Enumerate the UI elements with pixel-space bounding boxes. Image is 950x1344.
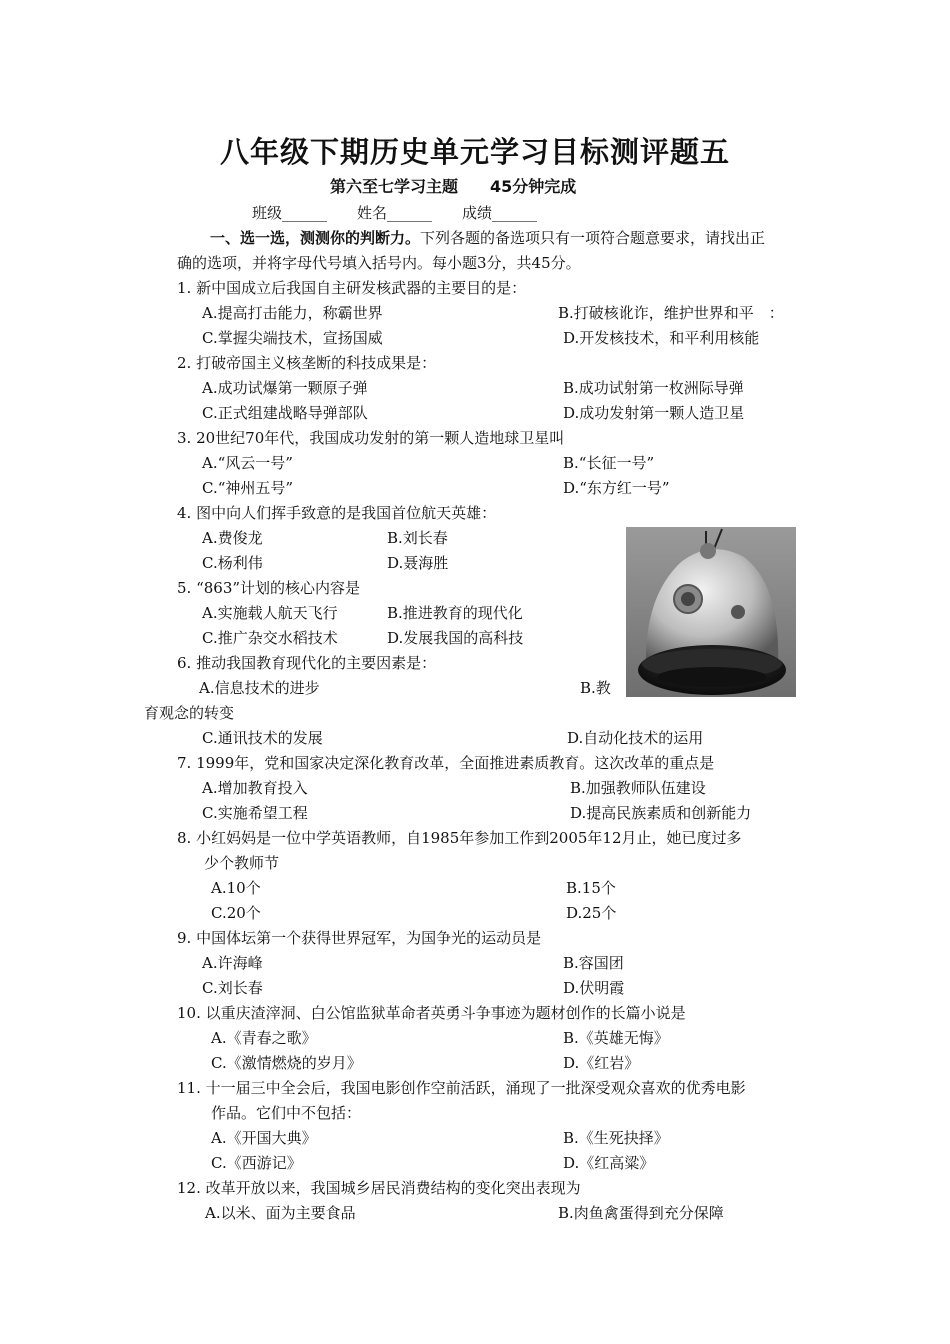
question-stem: 12. 改革开放以来，我国城乡居民消费结构的变化突出表现为	[177, 1179, 581, 1197]
option: D.开发核技术，和平利用核能	[563, 329, 760, 347]
option: A.《青春之歌》	[211, 1029, 317, 1047]
spacecraft-return-capsule-photo-icon	[626, 527, 796, 697]
option: D.伏明霞	[563, 979, 625, 997]
question-stem: 2. 打破帝国主义核垄断的科技成果是：	[177, 354, 437, 372]
question-stem: 11. 十一届三中全会后，我国电影创作空前活跃，涌现了一批深受观众喜欢的优秀电影	[177, 1079, 746, 1097]
option-continuation: 育观念的转变	[144, 704, 235, 722]
option: A.费俊龙	[202, 529, 263, 547]
option: C.《激情燃烧的岁月》	[211, 1054, 362, 1072]
option: B.推进教育的现代化	[387, 604, 523, 622]
option: C.实施希望工程	[202, 804, 308, 822]
option: B.15个	[566, 879, 616, 897]
option: B.加强教师队伍建设	[570, 779, 706, 797]
option: D.提高民族素质和创新能力	[570, 804, 752, 822]
option: D.《红高粱》	[563, 1154, 655, 1172]
section-intro-text: 下列各题的备选项只有一项符合题意要求，请找出正	[420, 229, 766, 247]
option: C.正式组建战略导弹部队	[202, 404, 368, 422]
question-stem: 4. 图中向人们挥手致意的是我国首位航天英雄：	[177, 504, 497, 522]
option: B.《生死抉择》	[563, 1129, 669, 1147]
question-stem: 9. 中国体坛第一个获得世界冠军，为国争光的运动员是	[177, 929, 542, 947]
option: B.成功试射第一枚洲际导弹	[563, 379, 744, 397]
option: B.刘长春	[387, 529, 448, 547]
question-stem: 10. 以重庆渣滓洞、白公馆监狱革命者英勇斗争事迹为题材创作的长篇小说是	[177, 1004, 686, 1022]
option: B.肉鱼禽蛋得到充分保障	[558, 1204, 724, 1222]
option: A.“风云一号”	[202, 454, 293, 472]
option: B.打破核讹诈，维护世界和平 ：	[558, 304, 784, 322]
question-stem: 8. 小红妈妈是一位中学英语教师，自1985年参加工作到2005年12月止，她已度过多	[177, 829, 742, 847]
option: C.杨利伟	[202, 554, 263, 572]
option: C.掌握尖端技术，宣扬国威	[202, 329, 383, 347]
section-intro-line2: 确的选项，并将字母代号填入括号内。每小题3分，共45分。	[177, 254, 581, 272]
option: C.通讯技术的发展	[202, 729, 323, 747]
section-heading: 一、选一选，测测你的判断力。	[210, 229, 421, 247]
option: A.以米、面为主要食品	[205, 1204, 356, 1222]
option: A.实施载人航天飞行	[202, 604, 338, 622]
option: C.推广杂交水稻技术	[202, 629, 338, 647]
option: B.《英雄无悔》	[563, 1029, 669, 1047]
option: D.“东方红一号”	[563, 479, 670, 497]
question-stem: 6. 推动我国教育现代化的主要因素是：	[177, 654, 437, 672]
option: B.“长征一号”	[563, 454, 655, 472]
option: C.20个	[211, 904, 261, 922]
option: B.容国团	[563, 954, 624, 972]
option: D.成功发射第一颗人造卫星	[563, 404, 745, 422]
section-intro	[210, 228, 765, 248]
option: A.信息技术的进步	[199, 679, 320, 697]
page-title: 八年级下期历史单元学习目标测评题五	[219, 135, 730, 169]
option: B.教	[580, 679, 611, 697]
question-stem: 3. 20世纪70年代，我国成功发射的第一颗人造地球卫星叫	[177, 429, 565, 447]
question-stem: 5. “863”计划的核心内容是	[177, 579, 361, 597]
option: A.《开国大典》	[211, 1129, 317, 1147]
option: D.聂海胜	[387, 554, 449, 572]
option: D.《红岩》	[563, 1054, 640, 1072]
question-stem-line2: 少个教师节	[204, 854, 280, 872]
question-stem: 1. 新中国成立后我国自主研发核武器的主要目的是：	[177, 279, 527, 297]
option: D.25个	[566, 904, 617, 922]
option: A.提高打击能力，称霸世界	[202, 304, 383, 322]
option: A.增加教育投入	[202, 779, 308, 797]
question-stem-line2: 作品。它们中不包括：	[211, 1104, 362, 1122]
option: A.成功试爆第一颗原子弹	[202, 379, 368, 397]
option: A.许海峰	[202, 954, 263, 972]
option: D.发展我国的高科技	[387, 629, 524, 647]
option: C.《西游记》	[211, 1154, 302, 1172]
option: A.10个	[211, 879, 261, 897]
student-info-line: 班级______ 姓名______ 成绩______	[252, 204, 538, 222]
option: C.“神州五号”	[202, 479, 294, 497]
page-subtitle: 第六至七学习主题 45分钟完成	[330, 177, 577, 196]
option: C.刘长春	[202, 979, 263, 997]
option: D.自动化技术的运用	[567, 729, 704, 747]
question-stem: 7. 1999年，党和国家决定深化教育改革，全面推进素质教育。这次改革的重点是	[177, 754, 715, 772]
